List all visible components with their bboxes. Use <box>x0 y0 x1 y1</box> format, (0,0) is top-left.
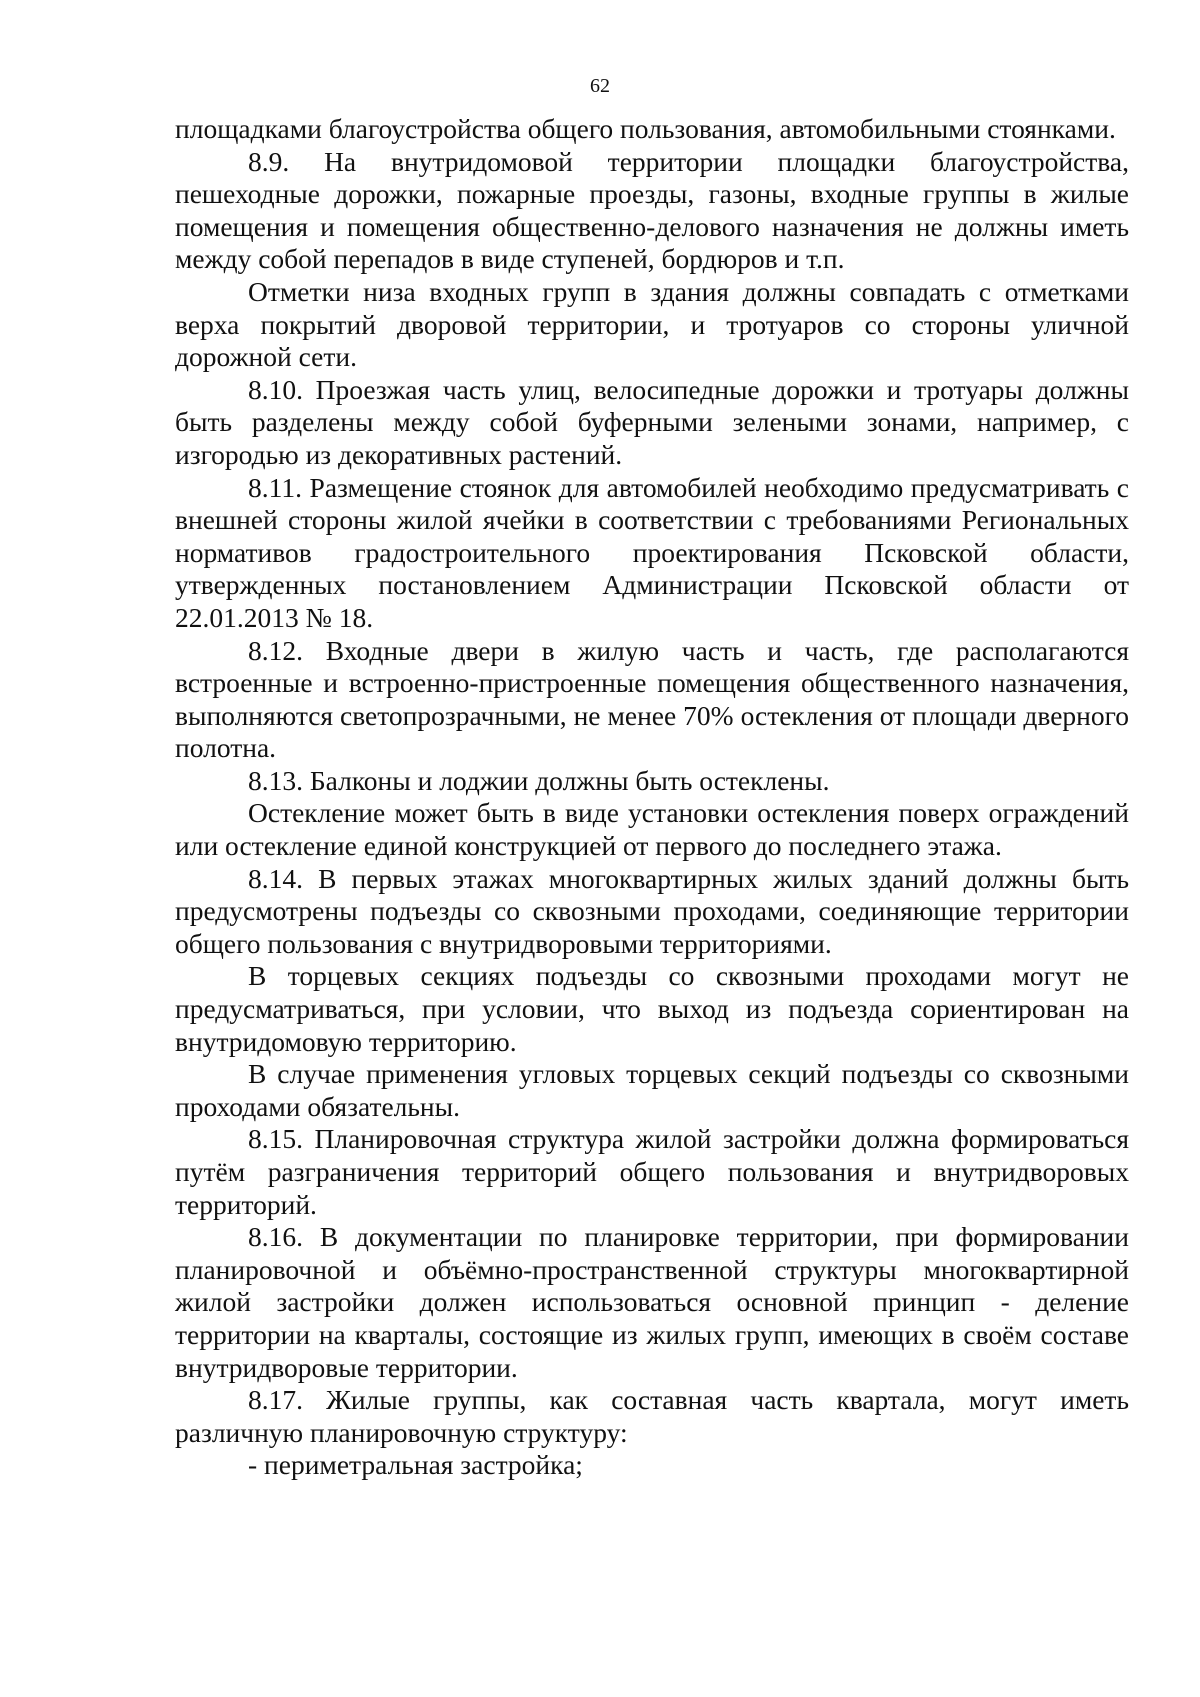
paragraph: 8.16. В документации по планировке территории, при формировании планировочной и объёмно-пространственной структуры многоквартирной жилой застройки должен использоваться основной принцип - деление территории на кварталы, состоящие из жилых групп, имеющих в своём составе внутридворовые территории. <box>175 1221 1129 1383</box>
paragraph: 8.14. В первых этажах многоквартирных жилых зданий должны быть предусмотрены подъезды со сквозными проходами, соединяющие территории общего пользования с внутридворовыми территориями. <box>175 862 1129 959</box>
paragraph: 8.11. Размещение стоянок для автомобилей необходимо предусматривать с внешней стороны жилой ячейки в соответствии с требованиями Региональных нормативов градостроительного проектирования Псковской области, утвержденных постановлением Администрации Псковской области от 22.01.2013 № 18. <box>175 471 1129 633</box>
paragraph: 8.13. Балконы и лоджии должны быть остеклены. <box>248 764 830 796</box>
paragraph: 8.9. На внутридомовой территории площадки благоустройства, пешеходные дорожки, пожарные проезды, газоны, входные группы в жилые помещения и помещения общественно-делового назначения не должны иметь между собой перепадов в виде ступеней, бордюров и т.п. <box>175 145 1129 275</box>
document-body <box>175 113 1129 1482</box>
paragraph: 8.12. Входные двери в жилую часть и часть, где располагаются встроенные и встроенно-пристроенные помещения общественного назначения, выполняются светопрозрачными, не менее 70% остекления от площади дверного полотна. <box>175 634 1129 764</box>
paragraph: площадками благоустройства общего пользования, автомобильными стоянками. <box>175 113 1116 144</box>
paragraph: 8.10. Проезжая часть улиц, велосипедные дорожки и тротуары должны быть разделены между собой буферными зелеными зонами, например, с изгородью из декоративных растений. <box>175 373 1129 470</box>
page-number: 62 <box>590 75 610 97</box>
paragraph: В торцевых секциях подъезды со сквозными проходами могут не предусматриваться, при условии, что выход из подъезда сориентирован на внутридомовую территорию. <box>175 960 1129 1057</box>
paragraph: 8.15. Планировочная структура жилой застройки должна формироваться путём разграничения территорий общего пользования и внутридворовых территорий. <box>175 1123 1129 1220</box>
paragraph: Остекление может быть в виде установки остекления поверх ограждений или остекление единой конструкцией от первого до последнего этажа. <box>175 797 1129 862</box>
paragraph: Отметки низа входных групп в здания должны совпадать с отметками верха покрытий дворовой территории, и тротуаров со стороны уличной дорожной сети. <box>175 275 1129 373</box>
paragraph: - периметральная застройка; <box>248 1449 583 1481</box>
paragraph: 8.17. Жилые группы, как составная часть квартала, могут иметь различную планировочную структуру: <box>175 1384 1129 1448</box>
paragraph: В случае применения угловых торцевых секций подъезды со сквозными проходами обязательны. <box>175 1058 1129 1122</box>
